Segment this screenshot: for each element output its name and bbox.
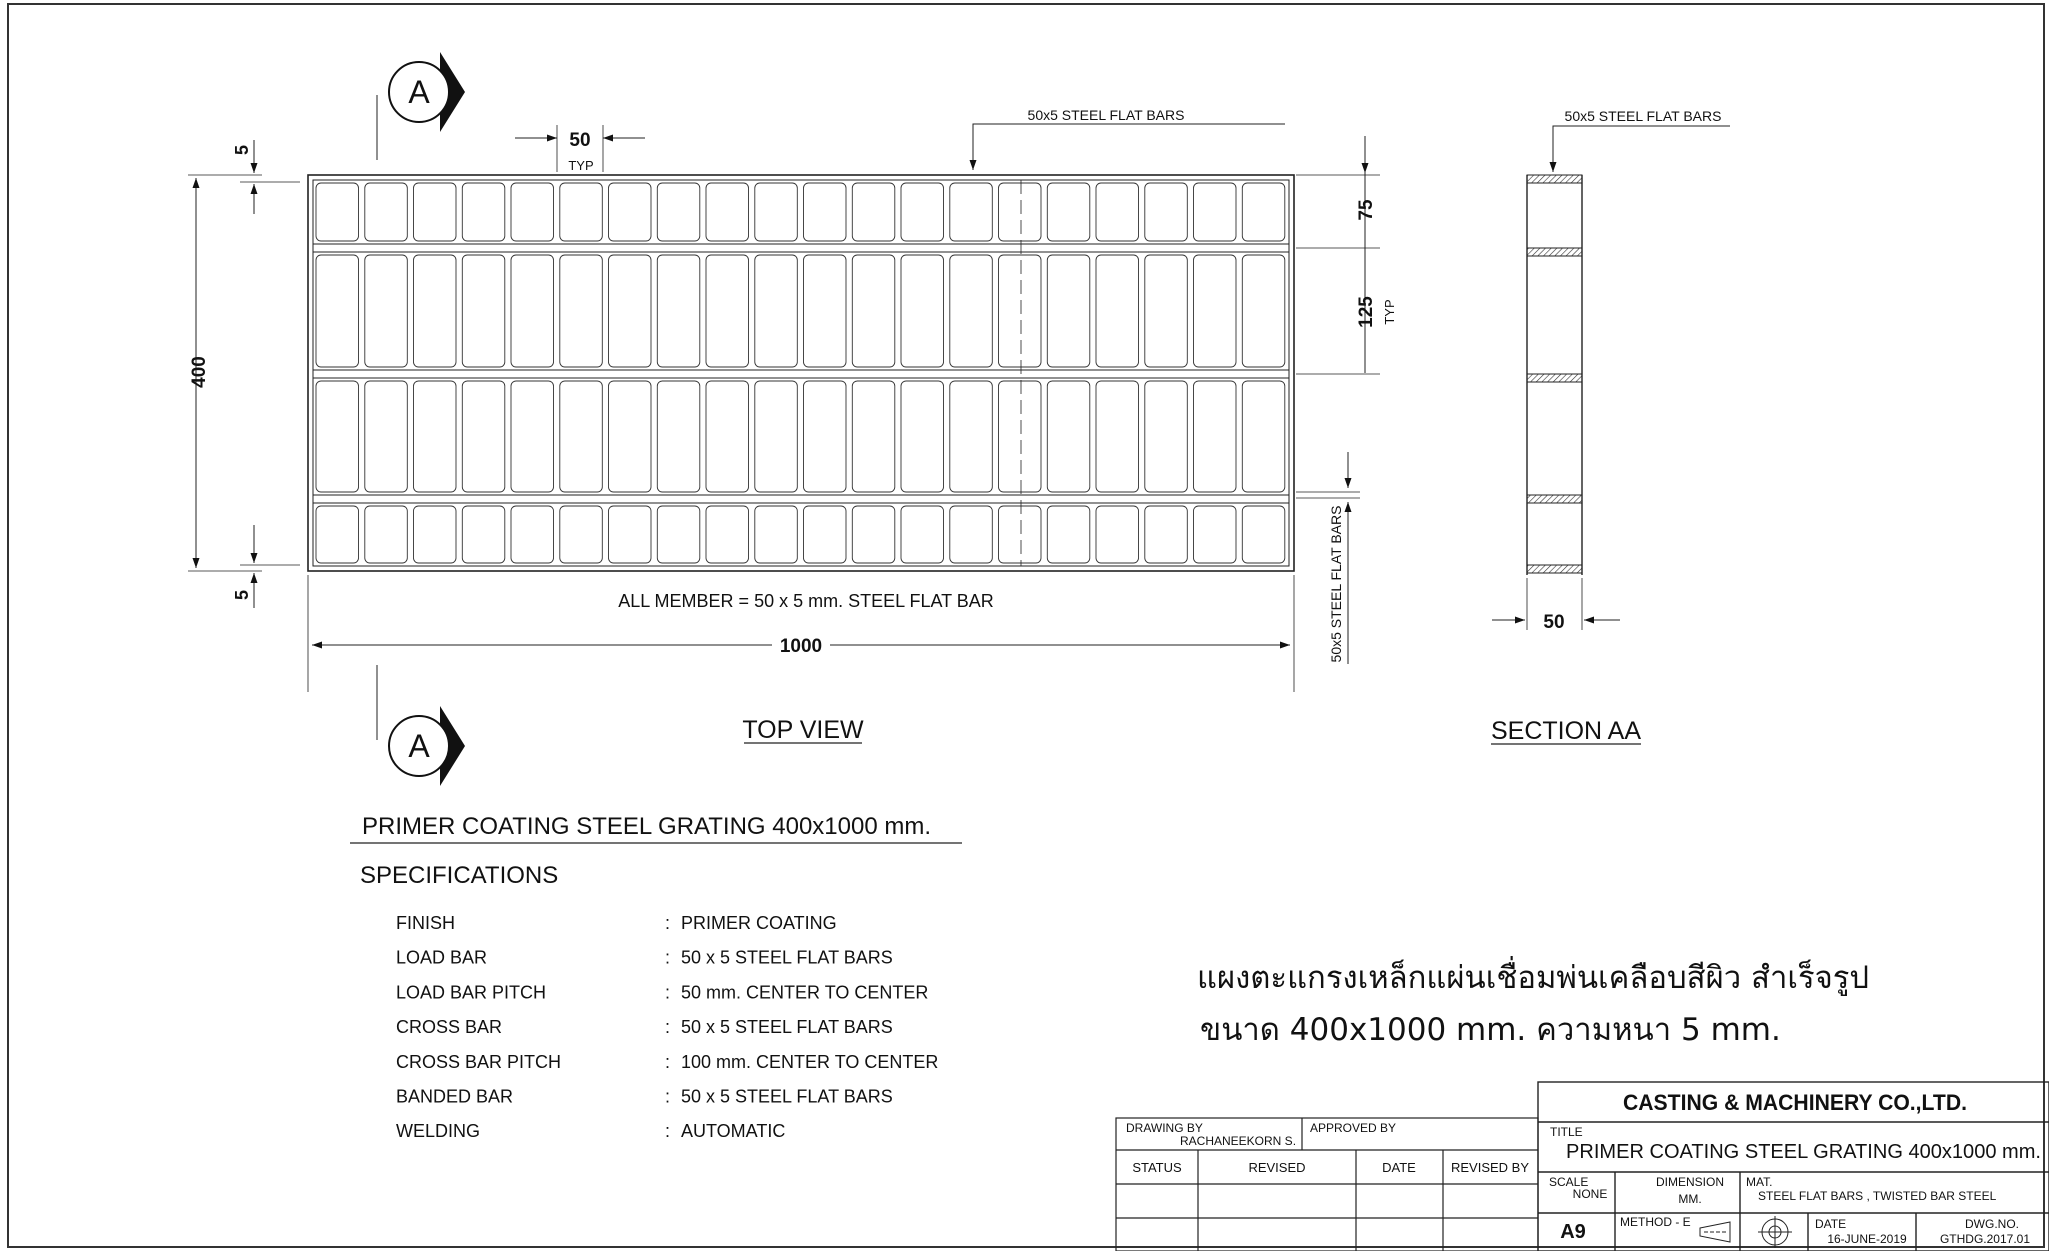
grating-opening: [950, 381, 993, 492]
grating-opening: [1047, 183, 1090, 241]
grating-opening: [511, 183, 554, 241]
grating-opening: [804, 506, 847, 563]
grating-opening: [1096, 381, 1139, 492]
grating-opening: [560, 381, 603, 492]
rev-header-status: STATUS: [1132, 1160, 1182, 1175]
spec-separator: :: [665, 1051, 671, 1072]
grating-opening: [414, 506, 457, 563]
section-mark-bottom: [377, 665, 465, 786]
spec-value: 100 mm. CENTER TO CENTER: [681, 1051, 939, 1072]
grating-opening: [316, 381, 359, 492]
dim-125-typ-label: TYP: [1382, 299, 1397, 325]
rev-header-revised: REVISED: [1248, 1160, 1306, 1175]
section-bars: [1527, 175, 1582, 573]
dimension-value: MM.: [1678, 1192, 1702, 1206]
grating-opening: [706, 381, 749, 492]
mat-label: MAT.: [1746, 1175, 1773, 1189]
grating-opening: [511, 255, 554, 367]
spec-label: LOAD BAR: [396, 947, 488, 968]
title-value: PRIMER COATING STEEL GRATING 400x1000 mm.: [1566, 1141, 2041, 1163]
dim-pitch-typ-label: TYP: [568, 158, 594, 173]
mat-value: STEEL FLAT BARS , TWISTED BAR STEEL: [1758, 1189, 1997, 1203]
spec-rows: [396, 913, 938, 1141]
spec-label: LOAD BAR PITCH: [396, 982, 547, 1003]
spec-label: CROSS BAR PITCH: [396, 1051, 562, 1072]
member-note: ALL MEMBER = 50 x 5 mm. STEEL FLAT BAR: [618, 591, 994, 611]
section-bar: [1527, 175, 1582, 183]
rev-header-date: DATE: [1382, 1160, 1416, 1175]
drawing-by-label: DRAWING BY: [1126, 1121, 1203, 1135]
grating-opening: [365, 255, 408, 367]
grating-opening: [1242, 381, 1285, 492]
spec-value: 50 x 5 STEEL FLAT BARS: [681, 947, 893, 968]
spec-label: FINISH: [396, 913, 456, 933]
grating-opening: [706, 255, 749, 367]
grating-opening: [999, 183, 1042, 241]
sheet-size: A9: [1560, 1221, 1586, 1243]
product-title: PRIMER COATING STEEL GRATING 400x1000 mm.: [362, 813, 932, 840]
grating-opening: [1194, 255, 1237, 367]
grating-opening: [706, 183, 749, 241]
grating-opening: [414, 255, 457, 367]
dim-height-label: 400: [189, 356, 210, 388]
grating-opening: [1194, 381, 1237, 492]
section-bar: [1527, 374, 1582, 382]
spec-label: BANDED BAR: [396, 1086, 514, 1107]
grating-opening: [511, 381, 554, 492]
grating-opening: [1047, 255, 1090, 367]
title-label: TITLE: [1550, 1125, 1583, 1139]
spec-separator: :: [665, 1017, 671, 1038]
date-label: DATE: [1815, 1217, 1847, 1231]
spec-value: AUTOMATIC: [681, 1121, 786, 1142]
specs-heading: SPECIFICATIONS: [360, 862, 559, 889]
grating-opening: [755, 255, 798, 367]
section-callout-label: 50x5 STEEL FLAT BARS: [1564, 108, 1722, 124]
spec-separator: :: [665, 1086, 671, 1107]
section-mark-bottom-letter: A: [408, 728, 430, 764]
drawing-by-value: RACHANEEKORN S.: [1180, 1134, 1297, 1148]
grating-opening: [316, 506, 359, 563]
section-aa-view: [1491, 108, 1730, 745]
grating-opening: [852, 183, 895, 241]
dwg-no-label: DWG.NO.: [1965, 1217, 2019, 1231]
grating-opening: [560, 255, 603, 367]
spec-separator: :: [665, 1121, 671, 1142]
grating-opening: [755, 381, 798, 492]
grating-opening: [1096, 183, 1139, 241]
grating-opening: [1145, 255, 1188, 367]
grating-opening: [950, 183, 993, 241]
grating-opening: [1194, 183, 1237, 241]
vertical-callout-label: 50x5 STEEL FLAT BARS: [1328, 505, 1344, 663]
title-block: [1116, 1082, 2049, 1251]
date-value: 16-JUNE-2019: [1827, 1232, 1907, 1246]
thai-description-line-2: ขนาด 400x1000 mm. ความหนา 5 mm.: [1200, 1012, 1781, 1048]
grating-opening: [1096, 506, 1139, 563]
grating-opening: [316, 183, 359, 241]
grating-opening: [755, 506, 798, 563]
grating-opening: [657, 255, 700, 367]
grating-opening: [609, 255, 652, 367]
grating-opening: [804, 183, 847, 241]
spec-label: CROSS BAR: [396, 1017, 503, 1038]
grating-opening: [414, 183, 457, 241]
grating-opening: [609, 381, 652, 492]
dwg-no-value: GTHDG.2017.01: [1939, 1232, 2031, 1246]
section-bar: [1527, 565, 1582, 573]
grating-opening: [852, 381, 895, 492]
grating-opening: [1096, 255, 1139, 367]
grating-opening: [657, 506, 700, 563]
grating-opening: [560, 183, 603, 241]
grating-opening: [804, 255, 847, 367]
section-mark-top: [377, 52, 465, 160]
grating-opening: [609, 183, 652, 241]
section-bar: [1527, 495, 1582, 503]
grating-opening: [511, 506, 554, 563]
spec-value: 50 x 5 STEEL FLAT BARS: [681, 1017, 893, 1038]
grating-opening: [950, 255, 993, 367]
section-dim-label: 50: [1543, 612, 1565, 633]
grating-opening: [804, 381, 847, 492]
grating-opening: [1047, 506, 1090, 563]
grating-opening: [1242, 255, 1285, 367]
spec-label: WELDING: [396, 1121, 481, 1142]
dim-edge-top-label: 5: [232, 144, 252, 156]
spec-value: 50 x 5 STEEL FLAT BARS: [681, 1086, 893, 1107]
top-view: [188, 52, 1397, 786]
dim-75-label: 75: [1356, 199, 1377, 221]
grating-opening: [1047, 381, 1090, 492]
spec-separator: :: [665, 947, 671, 968]
grating-opening: [1242, 183, 1285, 241]
grating-opening: [365, 381, 408, 492]
grating-opening: [706, 506, 749, 563]
grating-opening: [901, 183, 944, 241]
spec-separator: :: [665, 913, 671, 933]
spec-value: PRIMER COATING: [681, 913, 837, 933]
grating-opening: [999, 506, 1042, 563]
grating-opening: [999, 255, 1042, 367]
grating-opening: [462, 183, 505, 241]
scale-value: NONE: [1572, 1187, 1608, 1201]
grating-opening: [901, 506, 944, 563]
grating-opening: [755, 183, 798, 241]
grating-opening: [560, 506, 603, 563]
dim-125-label: 125: [1356, 296, 1377, 328]
grating-opening: [609, 506, 652, 563]
grating-opening: [462, 255, 505, 367]
method-label: METHOD - E: [1620, 1215, 1691, 1229]
grating-opening: [999, 381, 1042, 492]
spec-separator: :: [665, 982, 671, 1003]
rev-header-revised-by: REVISED BY: [1450, 1160, 1530, 1175]
grating-opening: [901, 381, 944, 492]
company-name: CASTING & MACHINERY CO.,LTD.: [1623, 1090, 1967, 1115]
grating-inner-frame: [313, 180, 1289, 566]
grating-opening: [950, 506, 993, 563]
top-view-caption: TOP VIEW: [742, 716, 864, 744]
projection-symbol-icon: [1700, 1216, 1792, 1248]
dim-width-label: 1000: [779, 636, 823, 657]
dim-edge-bottom-label: 5: [232, 589, 252, 601]
grating-opening: [365, 183, 408, 241]
grating-opening: [1242, 506, 1285, 563]
approved-by-label: APPROVED BY: [1310, 1121, 1397, 1135]
grating-opening: [852, 506, 895, 563]
section-bar: [1527, 248, 1582, 256]
grating-opening: [1145, 506, 1188, 563]
grating-opening: [365, 506, 408, 563]
grating-opening: [462, 381, 505, 492]
grating-opening: [657, 183, 700, 241]
top-view-callout-label: 50x5 STEEL FLAT BARS: [1027, 107, 1185, 123]
grating-opening: [1145, 183, 1188, 241]
grating-opening: [657, 381, 700, 492]
spec-value: 50 mm. CENTER TO CENTER: [681, 982, 929, 1003]
section-mark-top-letter: A: [408, 74, 430, 110]
grating-opening: [1145, 381, 1188, 492]
scale-label: SCALE: [1549, 1175, 1589, 1189]
specifications-block: [350, 813, 962, 1141]
grating-cells: [316, 183, 1285, 563]
section-aa-caption: SECTION AA: [1490, 717, 1642, 745]
grating-opening: [316, 255, 359, 367]
thai-description-line-1: แผงตะแกรงเหล็กแผ่นเชื่อมพ่นเคลือบสีผิว สำเร็จรูป: [1197, 960, 1870, 996]
dim-pitch-label: 50: [569, 130, 591, 151]
grating-opening: [414, 381, 457, 492]
cross-bars: [313, 244, 1289, 503]
grating-opening: [462, 506, 505, 563]
grating-opening: [901, 255, 944, 367]
grating-opening: [852, 255, 895, 367]
dimension-label: DIMENSION: [1655, 1175, 1725, 1189]
grating-opening: [1194, 506, 1237, 563]
